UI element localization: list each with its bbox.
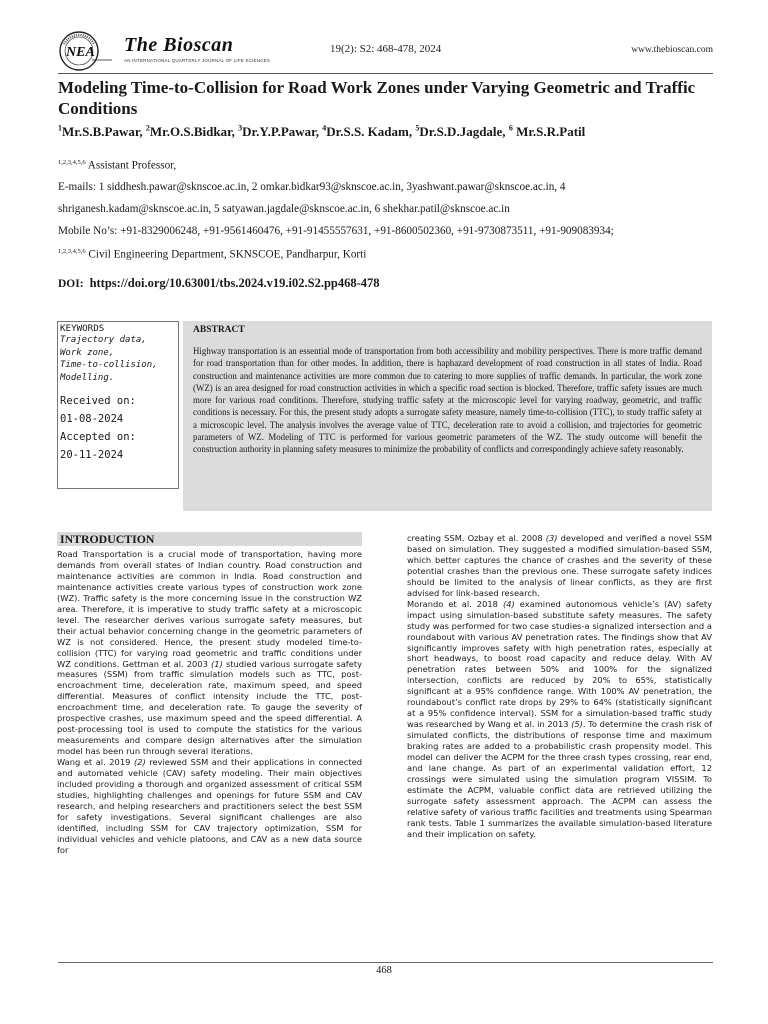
affiliation-role: $^{1,2,3,4,5,6}$ Assistant Professor, bbox=[58, 159, 177, 172]
received-date: 01-08-2024 bbox=[60, 413, 124, 425]
abstract-box bbox=[183, 321, 712, 511]
header-rule bbox=[58, 73, 713, 74]
intro-paragraph: creating SSM. Ozbay et al. 2008 (3) developed and verified a novel SSM based on simulation. They suggested a modified simulation-based SSM, which better captures the chance of crashes and the severity of these potential crashes than the previous one. These surrogate safety indices should be limited to the analysis of linear conflicts, as they are first advised for link-based research. bbox=[407, 533, 712, 598]
journal-logo-icon bbox=[58, 30, 120, 72]
received-label: Received on: bbox=[60, 395, 136, 407]
intro-paragraph: Wang et al. 2019 (2) reviewed SSM and their applications in connected and automated vehicle (CAV) safety modeling. Their main objectives included providing a thorough and organized assessment of critical SSM studies, highlighting challenges and openings for future SSM and CAV research, and helping researchers and practitioners select the best SSM for safety investigations. Several significant challenges are also identified, including SSM for CAV trajectory optimization, SSM for individual vehicles and vehicle platoons, and CAV as a new data source for bbox=[57, 757, 362, 855]
doi-label: DOI: bbox=[58, 278, 84, 290]
author-6: $^6$ Mr.S.R.Patil bbox=[508, 124, 586, 140]
svg-text:NEA: NEA bbox=[66, 45, 95, 60]
doi-link[interactable]: https://doi.org/10.63001/tbs.2024.v19.i02.S2.pp468-478 bbox=[89, 276, 380, 290]
author-5: $^5$Dr.S.D.Jagdale, bbox=[415, 124, 509, 140]
introduction-heading: INTRODUCTION bbox=[57, 532, 362, 546]
intro-left-column bbox=[57, 549, 362, 856]
volume-pages: 19(2): S2: 468-478, 2024 bbox=[330, 43, 442, 55]
accepted-label: Accepted on: bbox=[60, 431, 136, 443]
abstract-heading: ABSTRACT bbox=[193, 325, 245, 335]
department-affiliation: $^{1,2,3,4,5,6}$ Civil Engineering Department, SKNSCOE, Pandharpur, Korti bbox=[58, 248, 367, 261]
intro-paragraph: Morando et al. 2018 (4) examined autonomous vehicle’s (AV) safety impact using simulation-based substitute safety measures. The safety study was performed for two case studies-a signalized intersection and a roundabout with various AV penetration rates. The findings show that AV significantly improves safety with high penetration rates, especially at short headways, to boost road capacity and reduce delay. With AV penetration rates between 50% and 100% for the signalized intersection, conflicts are reduced by 20% to 65%, statistically significant at a 95% confidence range. With 100% AV penetration, the roundabout’s conflict rate drops by 29% to 64% (statistically significant at a 95% confidence interval). SSM for a simulation-based traffic study was researched by Wang et al. in 2013 (5). To determine the crash risk of simulated conflicts, the distributions of response time and maximum braking rates are added to a probabilistic crash propensity model. This model can deliver the ACPM for the three crash types crossing, rear end, and lane change. As part of an experimental validation effort, 12 crossings were simulated using the simulation program VISSIM. To estimate the ACPM, valuable conflict data are retrieved utilizing the surrogate safety assessment approach. The ACPM can assess the relative safety of various traffic facilities and treatments using Spearman rank tests. Table 1 summarizes the available simulation-based literature and their implication on safety. bbox=[407, 598, 712, 839]
keywords-box bbox=[57, 321, 179, 489]
emails-line-1: E-mails: 1 siddhesh.pawar@sknscoe.ac.in, 2 omkar.bidkar93@sknscoe.ac.in, 3yashwant.pawar@sknscoe.ac.in, 4 bbox=[58, 181, 566, 193]
author-2: $^2$Mr.O.S.Bidkar, bbox=[145, 124, 239, 140]
journal-subtitle: AN INTERNATIONAL QUARTERLY JOURNAL OF LIFE SCIENCES bbox=[124, 58, 271, 63]
journal-header bbox=[58, 30, 713, 74]
keyword-item: Work zone, bbox=[60, 347, 115, 358]
accepted-date: 20-11-2024 bbox=[60, 449, 124, 461]
keyword-item: Time-to-collision, bbox=[60, 360, 158, 370]
author-1: $^1$Mr.S.B.Pawar, bbox=[58, 124, 146, 140]
keyword-item: Modelling. bbox=[60, 372, 115, 383]
keyword-item: Trajectory data, bbox=[60, 335, 147, 345]
author-list bbox=[58, 124, 718, 140]
intro-paragraph: Road Transportation is a crucial mode of transportation, having more demands from overall states of Indian country. Road construction and maintenance activities are common in India. Road construction and maintenance activities create various types of construction work zone (WZ). Traffic safety is the more concerning issue in the construction WZ area. Therefore, it is imperative to study traffic safety at a microscopic level. The researcher derives various surrogate safety measures, but their actual behavior concerning change in the geometric parameters of WZ is not considered. Hence, the present study modeled time-to-collision (TTC) for varying road geometric and traffic conditions under WZ conditions. Gettman et al. 2003 (1) studied various surrogate safety measures (SSM) from traffic simulation models such as TTC, post-encroachment time, deceleration rate, maximum speed, and speed differential. Measures of conflict intensity include the TTC, post-encroachment time, and deceleration rate. To gauge the severity of prospective crashes, use maximum speed and the speed differential. A post-processing tool is used to compute the statistics for the various measurements and compare design alternatives after the simulation model has been run through several iterations. bbox=[57, 549, 362, 757]
author-3: $^3$Dr.Y.P.Pawar, bbox=[238, 124, 323, 140]
abstract-text: Highway transportation is an essential mode of transportation from both accessibility and mobility perspectives. There is more traffic demand for road transportation than for other modes. In addition, there is haphazard development of road construction in all states of India. Road construction and maintenance activities are more common due to catering to more supplies of traffic demands. In particular, the work zone (WZ) is an area designed for road construction activities in which a specific road section is blocked. Therefore, traffic safety issues are much more for various road conditions. Therefore, studying traffic safety at the microscopic level for varying roadway, geometric, and traffic conditions is necessary. For this, the present study adopts a surrogate safety measure, namely time-to-collision (TTC), to study traffic safety at a microscopic level. The analysis involves the average value of TTC, deceleration rate to avoid a collision, and trajectories for geometric parameters of WZ. Modeling of TTC is performed for various geometric parameters of the WZ. The study outcome will benefit the construction authority in planning safety measures to minimize the probability of conflicts and correspondingly achieve safety reasonably. bbox=[193, 346, 702, 455]
citation-1[interactable]: (1) bbox=[211, 658, 223, 669]
citation-2[interactable]: (2) bbox=[133, 757, 146, 768]
citation-3[interactable]: (3) bbox=[545, 533, 558, 543]
footer-rule bbox=[58, 962, 713, 963]
keywords-heading: KEYWORDS bbox=[60, 323, 105, 334]
citation-5[interactable]: (5) bbox=[571, 719, 583, 730]
doi-line bbox=[58, 276, 380, 291]
journal-name: The Bioscan bbox=[124, 34, 234, 56]
journal-website-link[interactable]: www.thebioscan.com bbox=[631, 45, 713, 55]
intro-right-column bbox=[407, 533, 712, 840]
mobile-numbers: Mobile No’s: +91-8329006248, +91-9561460476, +91-91455557631, +91-8600502360, +91-9730873511, +91-909083934; bbox=[58, 225, 614, 237]
author-4: $^4$Dr.S.S. Kadam, bbox=[322, 124, 416, 140]
page-number: 468 bbox=[376, 965, 392, 976]
citation-4[interactable]: (4) bbox=[502, 598, 515, 609]
article-title: Modeling Time-to-Collision for Road Work Zones under Varying Geometric and Traffic Conditions bbox=[58, 78, 696, 118]
emails-line-2: shriganesh.kadam@sknscoe.ac.in, 5 satyawan.jagdale@sknscoe.ac.in, 6 shekhar.patil@sknscoe.ac.in bbox=[58, 203, 510, 215]
